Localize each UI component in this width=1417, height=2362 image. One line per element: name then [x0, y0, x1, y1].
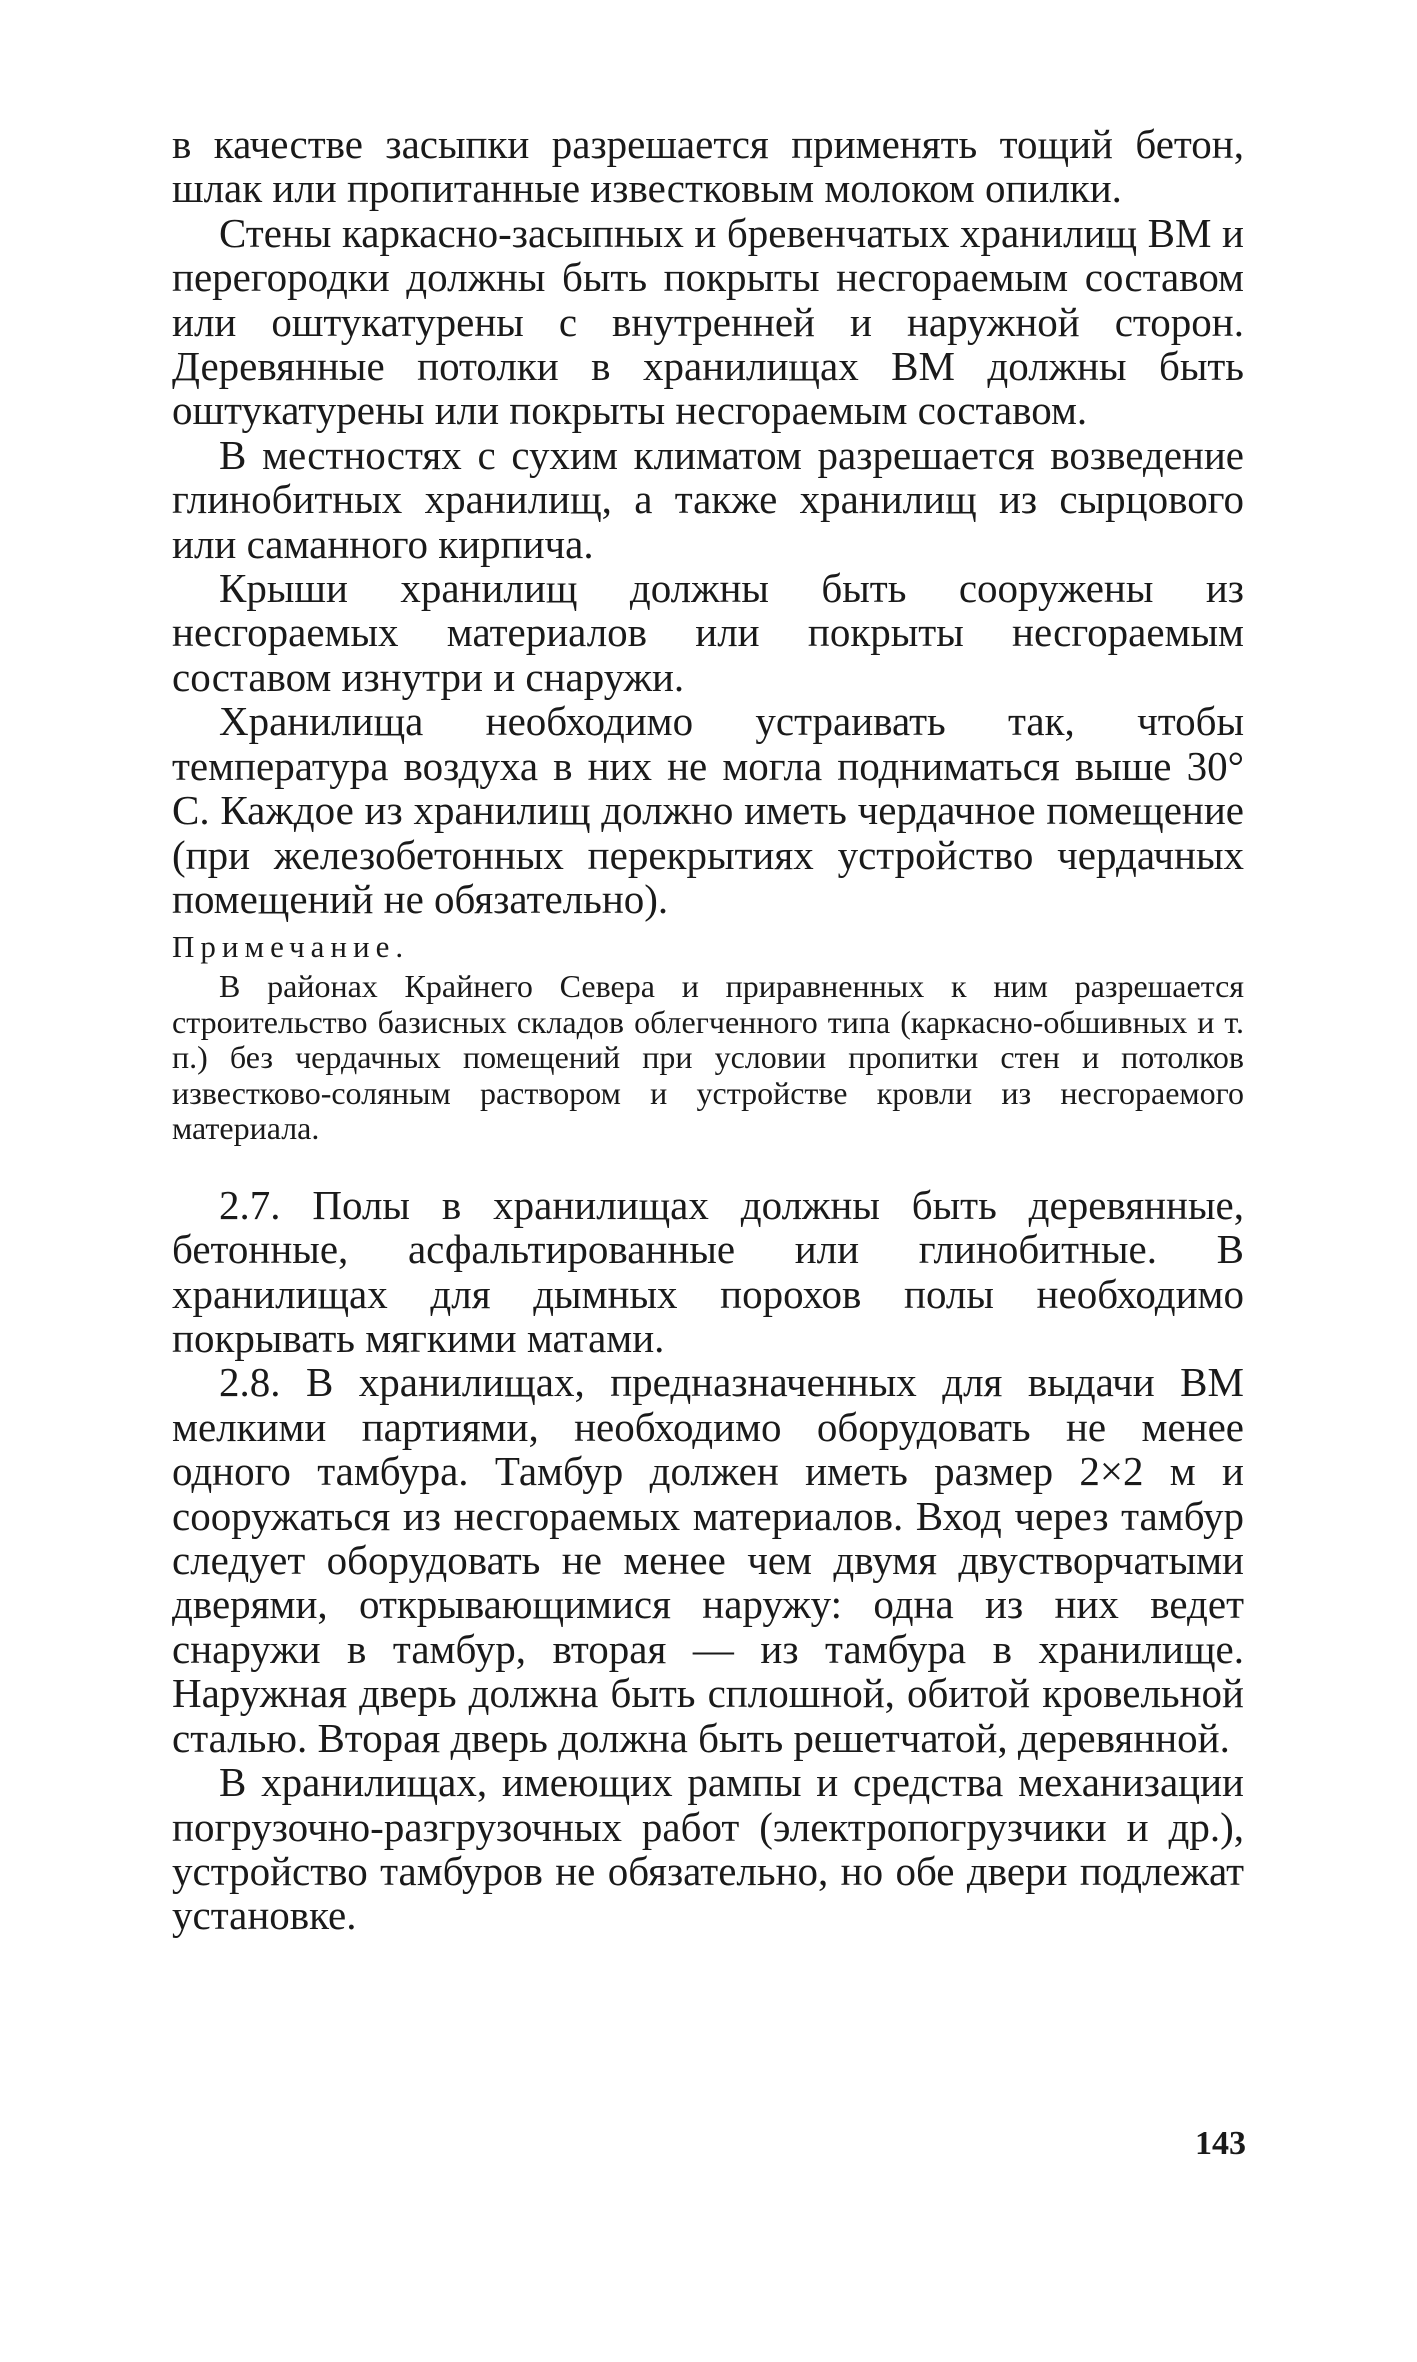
paragraph-ramps: В хранилищах, имеющих рампы и средства механизации погрузочно-разгрузочных работ (электропогрузчики и др.), устройство тамбуров не обязательно, но обе двери подлежат установке.	[172, 1759, 1244, 1939]
page-content	[172, 122, 1244, 1938]
page-number: 143	[1195, 2125, 1246, 2162]
paragraph-dry-climate: В местностях с сухим климатом разрешается возведение глинобитных хранилищ, а также хранилищ из сырцового или саманного кирпича.	[172, 431, 1244, 567]
note-text: В районах Крайнего Севера и приравненных к ним разрешается строительство базисных складов облегченного типа (каркасно-обшивных и т. п.) без чердачных помещений при условии пропитки стен и потолков известково-соляным раствором и устройстве кровли из несгораемого материала.	[172, 968, 1244, 1147]
paragraph-temperature: Хранилища необходимо устраивать так, чтобы температура воздуха в них не могла подниматься выше 30° С. Каждое из хранилищ должно иметь чердачное помещение (при железобетонных перекрытиях устройство чердачных помещений не обязательно).	[172, 698, 1244, 922]
paragraph-roofs: Крыши хранилищ должны быть сооружены из несгораемых материалов или покрыты несгораемым составом изнутри и снаружи.	[172, 565, 1244, 700]
paragraph-walls: Стены каркасно-засыпных и бревенчатых хранилищ ВМ и перегородки должны быть покрыты несгораемым составом или оштукатурены с внутренней и наружной сторон. Деревянные потолки в хранилищах ВМ должны быть оштукатурены или покрыты несгораемым составом.	[172, 209, 1244, 434]
section-2-7: 2.7. Полы в хранилищах должны быть деревянные, бетонные, асфальтированные или глинобитные. В хранилищах для дымных порохов полы необходимо покрывать мягкими матами.	[172, 1181, 1244, 1362]
paragraph-continuation: в качестве засыпки разрешается применять тощий бетон, шлак или пропитанные известковым молоком опилки.	[172, 121, 1244, 212]
section-2-8: 2.8. В хранилищах, предназначенных для выдачи ВМ мелкими партиями, необходимо оборудовать не менее одного тамбура. Тамбур должен иметь размер 2×2 м и сооружаться из несгораемых материалов. Вход через тамбур следует оборудовать не менее чем двумя двустворчатыми дверями, открывающимися наружу: одна из них ведет снаружи в тамбур, вторая — из тамбура в хранилище. Наружная дверь должна быть сплошной, обитой кровельной сталью. Вторая дверь должна быть решетчатой, деревянной.	[172, 1359, 1244, 1761]
note-title: Примечание.	[172, 929, 410, 965]
